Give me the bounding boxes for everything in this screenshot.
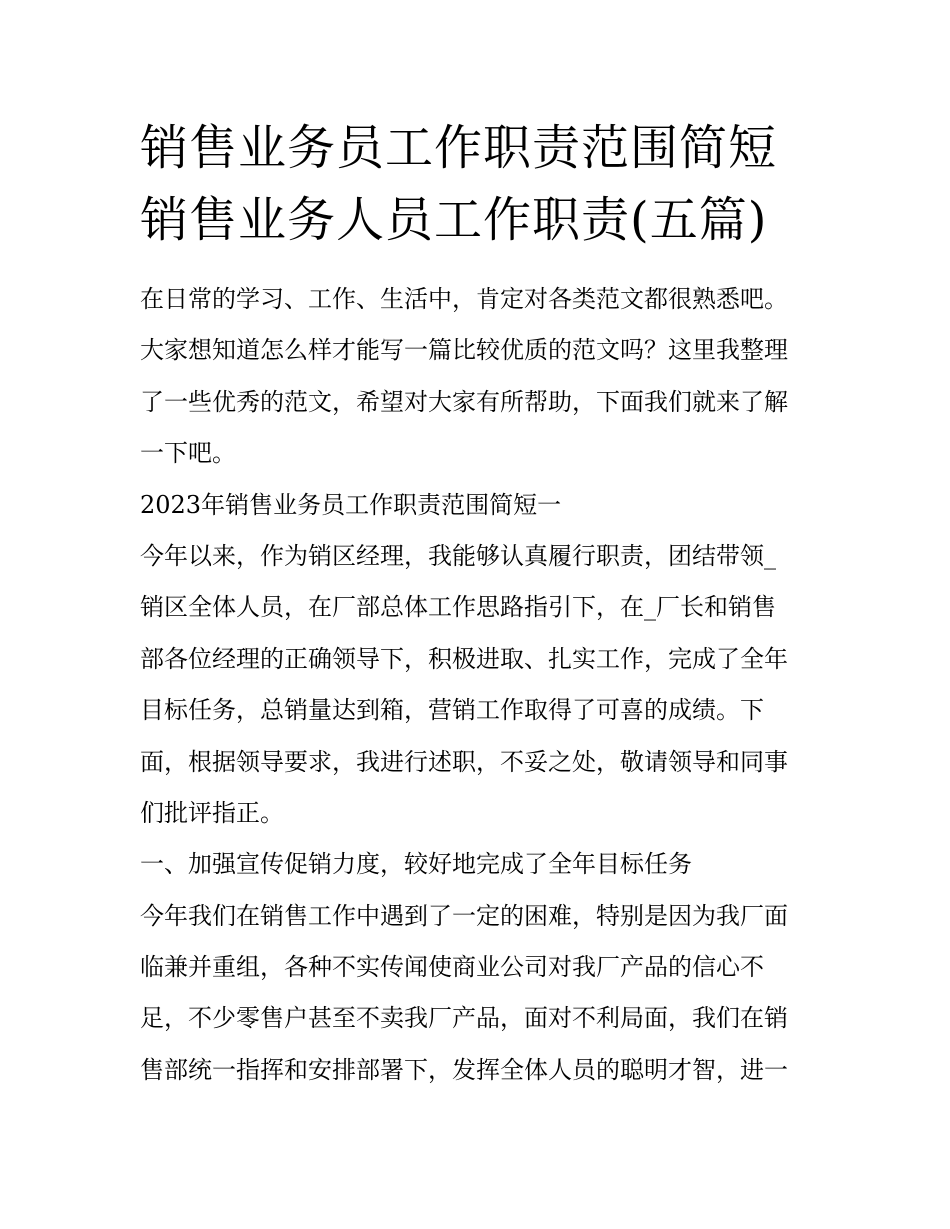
section-heading: 2023年销售业务员工作职责范围简短一 <box>140 490 562 519</box>
intro-line-2: 大家想知道怎么样才能写一篇比较优质的范文吗？这里我整理 <box>140 336 788 365</box>
title-line-1: 销售业务员工作职责范围简短 <box>140 120 778 176</box>
body-line-8: 临兼并重组，各种不实传闻使商业公司对我厂产品的信心不 <box>140 953 764 982</box>
intro-line-3: 了一些优秀的范文，希望对大家有所帮助，下面我们就来了解 <box>140 387 788 416</box>
subsection-heading: 一、加强宣传促销力度，较好地完成了全年目标任务 <box>140 850 692 879</box>
body-line-3: 部各位经理的正确领导下，积极进取、扎实工作，完成了全年 <box>140 644 788 673</box>
title-line-2: 销售业务人员工作职责(五篇) <box>140 192 768 248</box>
body-line-9: 足，不少零售户甚至不卖我厂产品，面对不利局面，我们在销 <box>140 1004 788 1033</box>
intro-line-4: 一下吧。 <box>140 439 236 468</box>
body-line-10: 售部统一指挥和安排部署下，发挥全体人员的聪明才智，进一 <box>140 1055 788 1084</box>
body-line-5: 面，根据领导要求，我进行述职，不妥之处，敬请领导和同事 <box>140 747 788 776</box>
intro-line-1: 在日常的学习、工作、生活中，肯定对各类范文都很熟悉吧。 <box>140 285 788 313</box>
body-line-1: 今年以来，作为销区经理，我能够认真履行职责，团结带领_ <box>140 541 776 570</box>
body-line-6: 们批评指正。 <box>140 798 284 827</box>
body-line-4: 目标任务，总销量达到箱，营销工作取得了可喜的成绩。下 <box>140 696 764 725</box>
body-line-7: 今年我们在销售工作中遇到了一定的困难，特别是因为我厂面 <box>140 901 788 930</box>
document-body <box>140 274 820 1096</box>
document-title <box>140 112 860 256</box>
body-line-2: 销区全体人员，在厂部总体工作思路指引下，在_厂长和销售 <box>140 593 776 622</box>
